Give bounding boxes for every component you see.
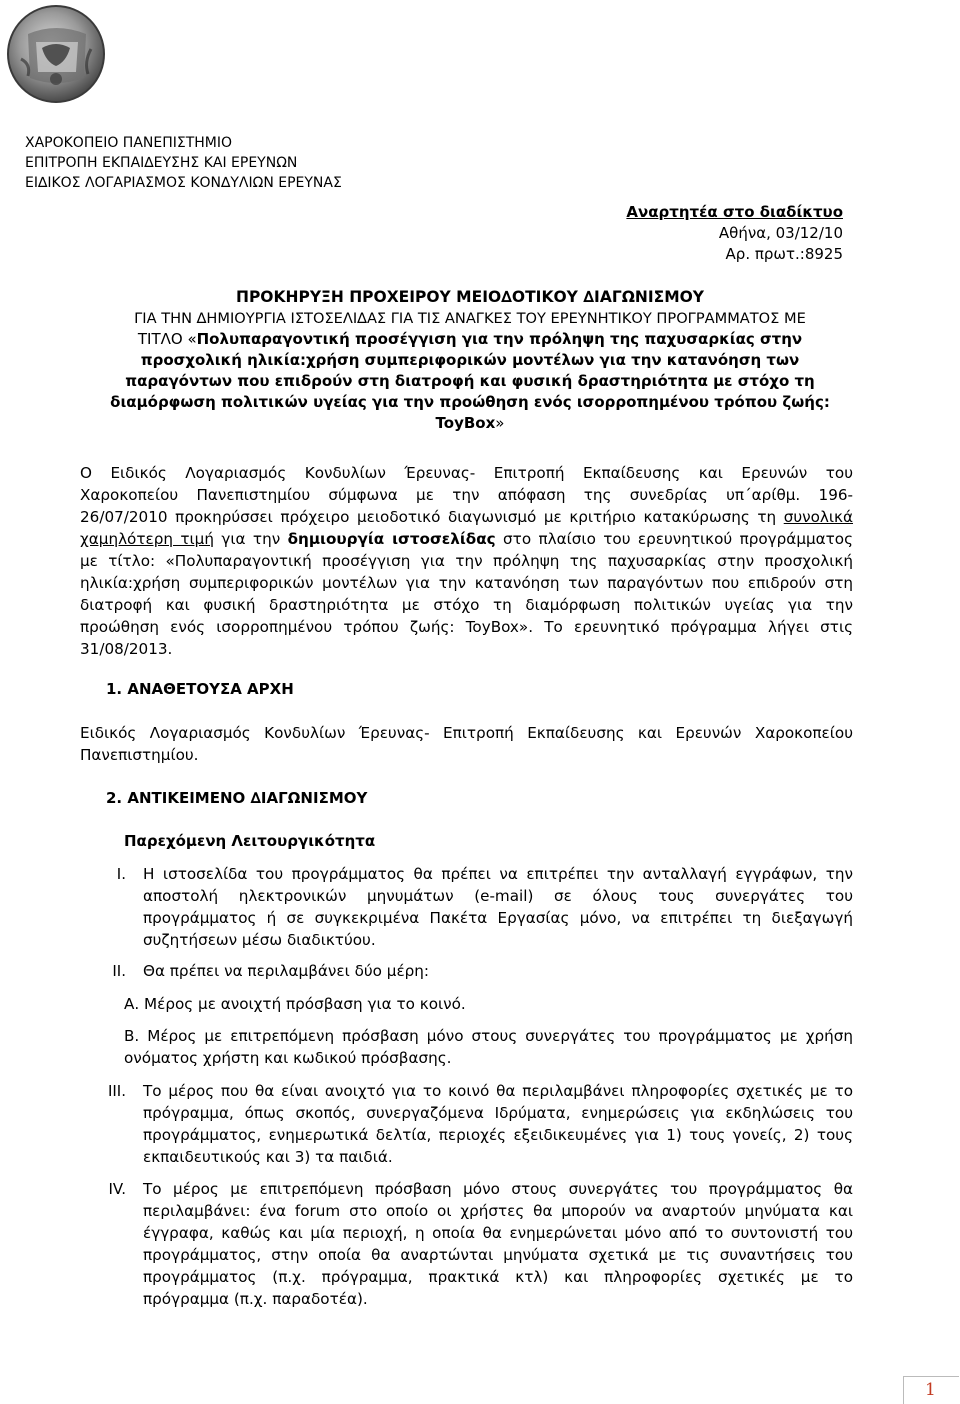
section-2-subheading: Παρεχόμενη Λειτουργικότητα bbox=[124, 832, 376, 850]
section-1-text: Ειδικός Λογαριασμός Κονδυλίων Έρευνας- Επιτροπή Εκπαίδευσης και Ερευνών Χαροκοπείου Πανεπιστημίου. bbox=[80, 724, 853, 764]
intro-line: Χαροκοπείου Πανεπιστημίου σύμφωνα με την απόφαση της συνεδρίας υπ΄αρίθμ. 196- bbox=[80, 486, 853, 504]
section-2-heading: 2. ΑΝΤΙΚΕΙΜΕΝΟ ∆ΙΑΓΩΝΙΣΜΟΥ bbox=[106, 789, 368, 807]
list-item-text: Θα πρέπει να περιλαμβάνει δύο μέρη: bbox=[143, 962, 430, 980]
title-line3 bbox=[75, 329, 865, 350]
org-line-account: ΕΙ∆ΙΚΟΣ ΛΟΓΑΡΙΑΣΜΟΣ ΚΟΝ∆ΥΛΙΩΝ ΕΡΕΥΝΑΣ bbox=[25, 175, 342, 191]
intro-line: 31/08/2013. bbox=[80, 640, 173, 658]
document-title bbox=[75, 287, 865, 434]
document-date: Αθήνα, 03/12/10 bbox=[718, 224, 843, 242]
title-line5: παραγόντων που επιδρούν στη διατροφή και φυσική δραστηριότητα με στόχο τη bbox=[125, 372, 815, 390]
intro-line: διατροφή και φυσική δραστηριότητα με στόχο τη διαμόρφωση πολιτικών υγείας για την bbox=[80, 596, 853, 614]
intro-paragraph bbox=[80, 462, 853, 660]
title-line4: προσχολική ηλικία:χρήση συμπεριφορικών μοντέλων για την κατανόηση των bbox=[140, 351, 800, 369]
intro-line: χαμηλότερη τιμή για την δημιουργία ιστοσελίδας στο πλαίσιο του ερευνητικού προγράμματος bbox=[80, 530, 854, 548]
title-main: ΠΡΟΚΗΡΥΞΗ ΠΡΟΧΕΙΡΟΥ ΜΕΙΟ∆ΟΤΙΚΟΥ ∆ΙΑΓΩΝΙΣΜΟΥ bbox=[235, 288, 705, 306]
list-item-text: Το μέρος που θα είναι ανοιχτό για το κοινό θα περιλαμβάνει πληροφορίες σχετικές με το πρόγραμμα, όπως σκοπός, συνεργαζόμενα Ιδρύματα, ενημερώσεις για εκδηλώσεις του προγράμματος, ενημερωτικά δελτία, περιοχές εξειδικευμένες για 1) τους γονείς, 2) τους εκπαιδευτικούς και 3) τα παιδιά. bbox=[143, 1082, 853, 1166]
section-1-heading: 1. ΑΝΑΘΕΤΟΥΣΑ ΑΡΧΗ bbox=[106, 680, 294, 698]
sub-item-b: Β. Μέρος με επιτρεπόμενη πρόσβαση μόνο στους συνεργάτες του προγράμματος με χρήση ονόματος χρήστη και κωδικού πρόσβασης. bbox=[124, 1027, 853, 1067]
intro-line: προώθηση ενός ισορροπημένου τρόπου ζωής: ToyBox». Το ερευνητικό πρόγραμμα λήγει στις bbox=[80, 618, 853, 636]
list-item-number: III. bbox=[107, 1082, 126, 1100]
org-line-committee: ΕΠΙΤΡΟΠΗ ΕΚΠΑΙ∆ΕΥΣΗΣ ΚΑΙ ΕΡΕΥΝΩΝ bbox=[25, 155, 298, 171]
title-line3-prefix: ΤΙΤΛΟ « bbox=[137, 330, 197, 348]
title-line7 bbox=[75, 413, 865, 434]
intro-underlined-term: συνολικά bbox=[783, 508, 853, 526]
intro-line: 26/07/2010 προκηρύσσει πρόχειρο μειοδοτικό διαγωνισμό με κριτήριο κατακύρωσης τη συνολικά bbox=[80, 508, 853, 526]
title-sub: ΓΙΑ ΤΗΝ ∆ΗΜΙΟΥΡΓΙΑ ΙΣΤΟΣΕΛΙ∆ΑΣ ΓΙΑ ΤΙΣ ΑΝΑΓΚΕΣ ΤΟΥ ΕΡΕΥΝΗΤΙΚΟΥ ΠΡΟΓΡΑΜΜΑΤΟΣ ΜΕ bbox=[134, 310, 806, 327]
title-line6: διαμόρφωση πολιτικών υγείας για την προώθηση ενός ισορροπημένου τρόπου ζωής: bbox=[110, 393, 830, 411]
title-line3-bold: Πολυπαραγοντική προσέγγιση για την πρόληψη της παχυσαρκίας στην bbox=[196, 330, 803, 348]
list-item-text: Το μέρος με επιτρεπόμενη πρόσβαση μόνο στους συνεργάτες του προγράμματος θα περιλαμβάνει: ένα forum στο οποίο οι χρήστες θα μπορούν να αναρτούν μηνύματα και έγγραφα, καθώς και μία περιοχή, η οποία θα ενημερώνεται μόνο από το συντονιστή του προγράμματος, στην οποία θα αναρτώνται μηνύματα σχετικά με τις συναντήσεις του προγράμματος (π.χ. πρόγραμμα, πρακτικά κτλ) και πληροφορίες σχετικές με το πρόγραμμα (π.χ. παραδοτέα). bbox=[143, 1180, 853, 1308]
publish-note: Αναρτητέα στο διαδίκτυο bbox=[626, 203, 843, 221]
university-coin-logo bbox=[6, 4, 106, 104]
list-item-number: IV. bbox=[108, 1180, 126, 1198]
title-line7-bold: ToyBox bbox=[435, 414, 496, 432]
org-line-university: ΧΑΡΟΚΟΠΕΙΟ ΠΑΝΕΠΙΣΤΗΜΙΟ bbox=[25, 135, 233, 151]
sub-item-a: Α. Μέρος με ανοιχτή πρόσβαση για το κοινό. bbox=[124, 995, 466, 1013]
title-line7-suffix: » bbox=[495, 414, 505, 432]
list-item-text: Η ιστοσελίδα του προγράμματος θα πρέπει να επιτρέπει την ανταλλαγή εγγράφων, την αποστολή ηλεκτρονικών μηνυμάτων (e-mail) σε όλους τους συνεργάτες του προγράμματος ή σε συγκεκριμένα Πακέτα Εργασίας μόνο, να επιτρέπει τη διεξαγωγή συζητήσεων μέσω διαδικτύου. bbox=[143, 865, 853, 949]
intro-bold-term: δημιουργία ιστοσελίδας bbox=[287, 530, 496, 548]
intro-line: με τίτλο: «Πολυπαραγοντική προσέγγιση για την πρόληψη της παχυσαρκίας στην προσχολική bbox=[80, 552, 853, 570]
intro-line: ηλικία:χρήση συμπεριφορικών μοντέλων για την κατανόηση των παραγόντων που επιδρούν στη bbox=[80, 574, 853, 592]
protocol-number: Αρ. πρωτ.:8925 bbox=[725, 245, 843, 263]
list-item-number: II. bbox=[112, 962, 126, 980]
intro-underlined-term: χαμηλότερη τιμή bbox=[80, 530, 214, 548]
page-number: 1 bbox=[925, 1380, 936, 1400]
organization-header bbox=[25, 133, 342, 193]
intro-line: Ο Ειδικός Λογαριασμός Κονδυλίων Έρευνας- Επιτροπή Εκπαίδευσης και Ερευνών του bbox=[80, 464, 853, 482]
list-item-number: I. bbox=[116, 865, 126, 883]
